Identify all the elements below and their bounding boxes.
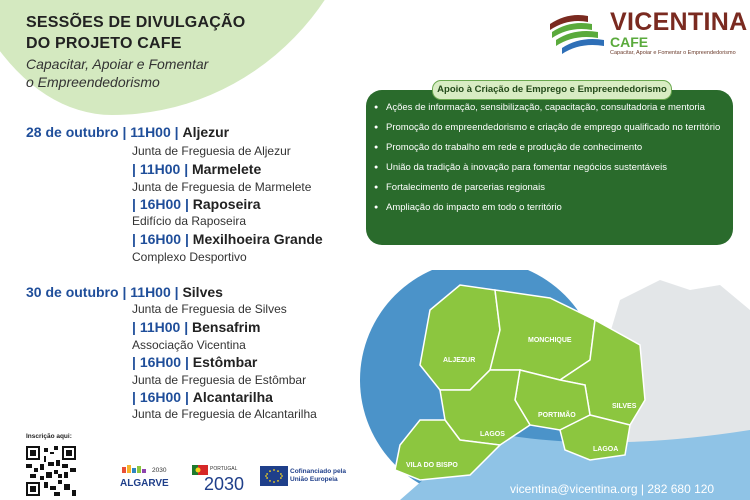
separator: | — [184, 389, 189, 405]
title-line-1: SESSÕES DE DIVULGAÇÃO — [26, 14, 246, 31]
map-label-lagoa: LAGOA — [593, 446, 619, 453]
logo-mark-icon — [548, 10, 606, 58]
subtitle-line-1: Capacitar, Apoiar e Fomentar — [26, 56, 209, 72]
registration-label: Inscrição aqui: — [26, 433, 72, 440]
session-row — [132, 196, 260, 212]
session-place: Estômbar — [192, 354, 258, 370]
session-row — [132, 319, 260, 335]
session-date: 30 de outubro — [26, 284, 119, 300]
algarve-year: 2030 — [152, 467, 167, 474]
session-venue: Junta de Freguesia de Aljezur — [132, 144, 291, 158]
session-row — [132, 161, 261, 177]
map-label-silves: SILVES — [612, 403, 637, 410]
session-place: Silves — [182, 284, 223, 300]
session-venue: Associação Vicentina — [132, 338, 246, 352]
session-venue: Junta de Freguesia de Silves — [132, 302, 287, 316]
session-time: 16H00 — [139, 354, 182, 370]
session-time: 16H00 — [139, 231, 182, 247]
list-item: ● União da tradição à inovação para fomentar negócios sustentáveis — [374, 162, 723, 174]
separator: | — [184, 161, 189, 177]
session-place: Aljezur — [182, 124, 230, 140]
session-venue: Edifício da Raposeira — [132, 214, 247, 228]
map-label-vila-do-bispo: VILA DO BISPO — [406, 462, 458, 469]
session-place: Alcantarilha — [192, 389, 273, 405]
separator: | — [174, 124, 179, 140]
eu-flag-icon — [260, 466, 288, 486]
separator: | — [184, 354, 189, 370]
session-venue: Junta de Freguesia de Estômbar — [132, 373, 307, 387]
list-item: ● Promoção do trabalho em rede e produção de conhecimento — [374, 142, 723, 154]
separator: | — [122, 124, 127, 140]
session-time: 16H00 — [139, 196, 182, 212]
separator: | — [174, 284, 179, 300]
session-venue: Junta de Freguesia de Marmelete — [132, 180, 312, 194]
eu-text-line-2: União Europeia — [290, 476, 338, 483]
algarve-text: ALGARVE — [120, 478, 169, 489]
eu-text-line-1: Cofinanciado pela — [290, 468, 346, 475]
algarve-2030-logo — [118, 463, 174, 495]
session-row — [26, 124, 229, 140]
session-row — [132, 231, 323, 247]
region-map — [360, 270, 750, 500]
logo-tagline: Capacitar, Apoiar e Fomentar o Empreendedorismo — [610, 50, 736, 56]
separator: | — [184, 319, 189, 335]
session-row — [132, 354, 257, 370]
list-item: ● Ações de informação, sensibilização, capacitação, consultadoria e mentoria — [374, 102, 723, 114]
separator: | — [132, 161, 136, 177]
page-title — [26, 12, 245, 54]
eu-cofunding-text — [290, 468, 346, 484]
vicentina-logo — [548, 6, 748, 58]
session-place: Bensafrim — [192, 319, 261, 335]
session-time: 11H00 — [139, 319, 181, 335]
qr-code-icon[interactable] — [26, 446, 76, 496]
list-item: ● Promoção do empreendedorismo e criação de emprego qualificado no território — [374, 122, 723, 134]
session-time: 11H00 — [130, 124, 171, 140]
separator: | — [132, 389, 136, 405]
separator: | — [132, 196, 136, 212]
separator: | — [122, 284, 127, 300]
session-time: 11H00 — [139, 161, 181, 177]
portugal-year: 2030 — [204, 474, 245, 494]
title-line-2: DO PROJETO CAFE — [26, 35, 182, 52]
map-label-portimao: PORTIMÃO — [538, 412, 576, 419]
support-box — [366, 90, 733, 245]
session-time: 16H00 — [139, 389, 182, 405]
list-item: ● Fortalecimento de parcerias regionais — [374, 182, 723, 194]
session-place: Marmelete — [192, 161, 262, 177]
session-date: 28 de outubro — [26, 124, 119, 140]
contact-info: vicentina@vicentina.org | 282 680 120 — [510, 482, 715, 496]
support-box-label: Apoio à Criação de Emprego e Empreendedorismo — [432, 80, 672, 100]
portugal-2030-logo — [190, 463, 245, 495]
separator: | — [132, 319, 136, 335]
support-list — [374, 102, 723, 214]
session-row — [132, 389, 273, 405]
map-label-lagos: LAGOS — [480, 431, 505, 438]
session-venue: Junta de Freguesia de Alcantarilha — [132, 407, 317, 421]
map-label-aljezur: ALJEZUR — [443, 357, 476, 364]
list-item: ● Ampliação do impacto em todo o território — [374, 202, 723, 214]
session-venue: Complexo Desportivo — [132, 250, 247, 264]
map-label-monchique: MONCHIQUE — [528, 337, 572, 344]
separator: | — [132, 354, 136, 370]
subtitle-line-2: o Empreendedorismo — [26, 74, 160, 90]
session-row — [26, 284, 223, 300]
separator: | — [184, 231, 189, 247]
logo-sub: CAFE — [610, 34, 649, 50]
session-place: Raposeira — [192, 196, 261, 212]
separator: | — [132, 231, 136, 247]
logo-name: VICENTINA — [610, 8, 748, 36]
portugal-text: PORTUGAL — [210, 466, 238, 472]
page-subtitle — [26, 55, 208, 91]
session-place: Mexilhoeira Grande — [192, 231, 323, 247]
session-time: 11H00 — [130, 284, 171, 300]
separator: | — [184, 196, 189, 212]
